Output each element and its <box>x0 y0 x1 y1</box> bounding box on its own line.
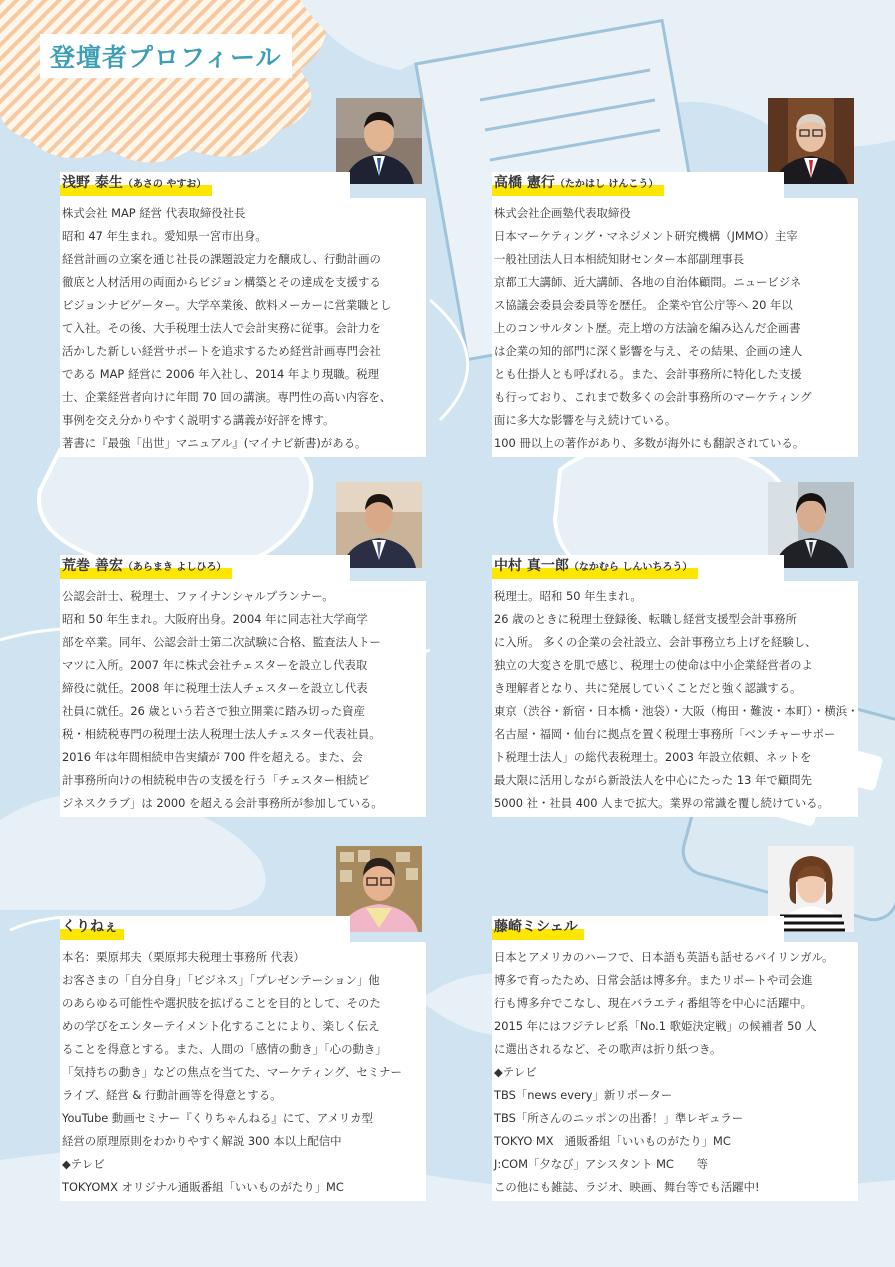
profile-text: 株式会社 MAP 経営 代表取締役社長 <box>62 206 246 220</box>
profile-text: 事例を交え分かりやすく説明する講義が好評を博す。 <box>62 413 335 427</box>
profile-text: 100 冊以上の著作があり、多数が海外にも翻訳されている。 <box>494 436 805 450</box>
profile-text: に選出されるなど、その歌声は折り紙つき。 <box>494 1042 722 1056</box>
profile-name-bar <box>492 172 784 198</box>
profile-text: TBS「news every」新リポーター <box>494 1088 673 1102</box>
profile-text: ◆テレビ <box>494 1065 537 1079</box>
profile-text: 上のコンサルタント歴。売上増の方法論を編み込んだ企画書 <box>494 321 801 335</box>
profile-name-bar <box>492 916 784 942</box>
profile-text: めの学びをエンターテイメント化することにより、楽しく伝え <box>62 1019 380 1033</box>
profile-card <box>492 581 858 817</box>
profile-text: 26 歳のときに税理士登録後、転職し経営支援型会計事務所 <box>494 612 797 626</box>
profile-text: 計事務所向けの相続税申告の支援を行う「チェスター相続ビ <box>62 773 370 787</box>
page-title-container <box>40 34 292 78</box>
profile-card <box>492 198 858 457</box>
profile-text: に入所。 多くの企業の会社設立、会計事務立ち上げを経験し、 <box>494 635 817 649</box>
profile-name: 藤崎ミシェル <box>494 919 578 935</box>
page-title: 登壇者プロフィール <box>50 43 282 72</box>
profile-text: ることを得意とする。また、人間の「感情の動き」「心の動き」 <box>62 1042 387 1056</box>
profile-card <box>492 942 858 1201</box>
profile-text: 徹底と人材活用の両面からビジョン構築とその達成を支援する <box>62 275 381 289</box>
profile-text: き理解者となり、共に発展していくことだと強く認識する。 <box>494 681 802 695</box>
profile-text: ス協議会委員会委員等を歴任。 企業や官公庁等へ 20 年以 <box>494 298 793 312</box>
profile-text: 一般社団法人日本相続知財センター本部副理事長 <box>494 252 745 266</box>
profile-text: 5000 社・社員 400 人まで拡大。業界の常識を覆し続けている。 <box>494 796 829 810</box>
profile-text: 活かした新しい経営サポートを追求するため経営計画専門会社 <box>62 344 381 358</box>
profile-text: 京都工大講師、近大講師、各地の自治体顧問。ニュービジネ <box>494 275 802 289</box>
profile-text: TBS「所さんのニッポンの出番！」準レギュラー <box>494 1111 744 1125</box>
profile-text: J:COM「夕なび」アシスタント MC 等 <box>494 1157 709 1171</box>
profile-text: 締役に就任。2008 年に税理士法人チェスターを設立し代表 <box>62 681 368 695</box>
profile-name-reading: （たかはし けんこう） <box>554 179 659 190</box>
profile-text: 経営の原理原則をわかりやすく解説 300 本以上配信中 <box>62 1134 342 1148</box>
profile-text: 「気持ちの動き」などの焦点を当てた、マーケティング、セミナー <box>62 1065 402 1079</box>
profile-text: 2016 年は年間相続申告実績が 700 件を超える。また、会 <box>62 750 363 764</box>
profile-text: ビジョンナビゲーター。大学卒業後、飲料メーカーに営業職とし <box>62 298 392 312</box>
profile-name-heading <box>60 555 232 579</box>
profile-text: この他にも雑誌、ラジオ、映画、舞台等でも活躍中! <box>494 1180 760 1194</box>
profile-text: 日本とアメリカのハーフで、日本語も英語も話せるバイリンガル。 <box>494 950 834 964</box>
profile-text: て入社。その後、大手税理士法人で会計実務に従事。会計力を <box>62 321 381 335</box>
profile-name: 荒巻 善宏 <box>62 558 123 574</box>
profile-name-heading <box>492 916 584 940</box>
profile-text: 税理士。昭和 50 年生まれ。 <box>494 589 642 603</box>
profile-text: 行も博多弁でこなし、現在バラエティ番組等を中心に活躍中。 <box>494 996 813 1010</box>
profile-text: 日本マーケティング・マネジメント研究機構（JMMO）主宰 <box>494 229 798 243</box>
profile-text: は企業の知的部門に深く影響を与え、その結果、企画の達人 <box>494 344 803 358</box>
profile-text: ◆テレビ <box>62 1157 105 1171</box>
profile-name-heading <box>492 555 698 579</box>
profile-name: 高橋 憲行 <box>494 175 555 191</box>
profile-name: 中村 真一郎 <box>494 558 569 574</box>
profile-text: 著書に『最強「出世」マニュアル』(マイナビ新書)がある。 <box>62 436 367 450</box>
profile-name-reading: （なかむら しんいちろう） <box>568 562 693 573</box>
profile-text: 公認会計士、税理士、ファイナンシャルプランナー。 <box>62 589 334 603</box>
profile-text: 博多で育ったため、日常会話は博多弁。またリポートや司会進 <box>494 973 813 987</box>
profile-text: マツに入所。2007 年に株式会社チェスターを設立し代表取 <box>62 658 368 672</box>
profile-text: 昭和 47 年生まれ。愛知県一宮市出身。 <box>62 229 267 243</box>
profile-text: TOKYOMX オリジナル通販番組「いいものがたり」MC <box>62 1180 344 1194</box>
profile-name-heading <box>492 172 664 196</box>
profile-text: 株式会社企画塾代表取締役 <box>494 206 631 220</box>
profile-text: TOKYO MX 通販番組「いいものがたり」MC <box>494 1134 731 1148</box>
profile-text: 社員に就任。26 歳という若さで独立開業に踏み切った資産 <box>62 704 365 718</box>
profile-text: 経営計画の立案を通じ社長の課題設定力を醸成し、行動計画の <box>62 252 381 266</box>
profile-text: とも仕掛人とも呼ばれる。また、会計事務所に特化した支援 <box>494 367 802 381</box>
profile-text: も行っており、これまで数多くの会計事務所のマーケティング <box>494 390 812 404</box>
profile-name-heading <box>60 916 124 940</box>
profile-name: くりねぇ <box>62 919 118 935</box>
profile-text: 本名：栗原邦夫（栗原邦夫税理士事務所 代表） <box>62 950 305 964</box>
profile-text: 面に多大な影響を与え続けている。 <box>494 413 677 427</box>
profile-text: 部を卒業。同年、公認会計士第二次試験に合格、監査法人トー <box>62 635 381 649</box>
profile-name-heading <box>60 172 212 196</box>
profile-text: 最大限に活用しながら新設法人を中心にたった 13 年で顧問先 <box>494 773 812 787</box>
profile-text: 名古屋・福岡・仙台に拠点を置く税理士事務所「ベンチャーサポー <box>494 727 836 741</box>
profile-name-bar <box>60 555 350 581</box>
profile-card <box>60 198 426 457</box>
profile-text: 昭和 50 年生まれ。大阪府出身。2004 年に同志社大学商学 <box>62 612 368 626</box>
profile-text: 独立の大変さを肌で感じ、税理士の使命は中小企業経営者のよ <box>494 658 813 672</box>
profile-card <box>60 942 426 1201</box>
profile-name-bar <box>60 916 350 942</box>
profile-name-bar <box>60 172 350 198</box>
profile-text: 東京（渋谷・新宿・日本橋・池袋）・大阪（梅田・難波・本町）・横浜・ <box>494 704 859 718</box>
profile-text: 士、企業経営者向けに年間 70 回の講演。専門性の高い内容を、 <box>62 390 392 404</box>
profile-text: ト税理士法人」の総代表税理士。2003 年設立依頼、ネットを <box>494 750 812 764</box>
profile-text: ジネスクラブ」は 2000 を超える会計事務所が参加している。 <box>62 796 383 810</box>
profile-card <box>60 581 426 817</box>
profile-name: 浅野 泰生 <box>62 175 123 191</box>
profile-text: のあらゆる可能性や選択肢を拡げることを目的として、そのた <box>62 996 381 1010</box>
profile-text: 税・相続税専門の税理士法人税理士法人チェスター代表社員。 <box>62 727 381 741</box>
profile-name-bar <box>492 555 784 581</box>
profile-name-reading: （あさの やすお） <box>122 179 207 190</box>
profile-name-reading: （あらまき よしひろ） <box>122 562 227 573</box>
profile-text: お客さまの「自分自身」「ビジネス」「プレゼンテーション」他 <box>62 973 380 987</box>
profile-text: ライブ、経営 & 行動計画等を得意とする。 <box>62 1088 282 1102</box>
profile-text: である MAP 経営に 2006 年入社し、2014 年より現職。税理 <box>62 367 379 381</box>
profile-text: YouTube 動画セミナー『くりちゃんねる』にて、アメリカ型 <box>62 1111 373 1125</box>
profile-text: 2015 年にはフジテレビ系「No.1 歌姫決定戦」の候補者 50 人 <box>494 1019 817 1033</box>
